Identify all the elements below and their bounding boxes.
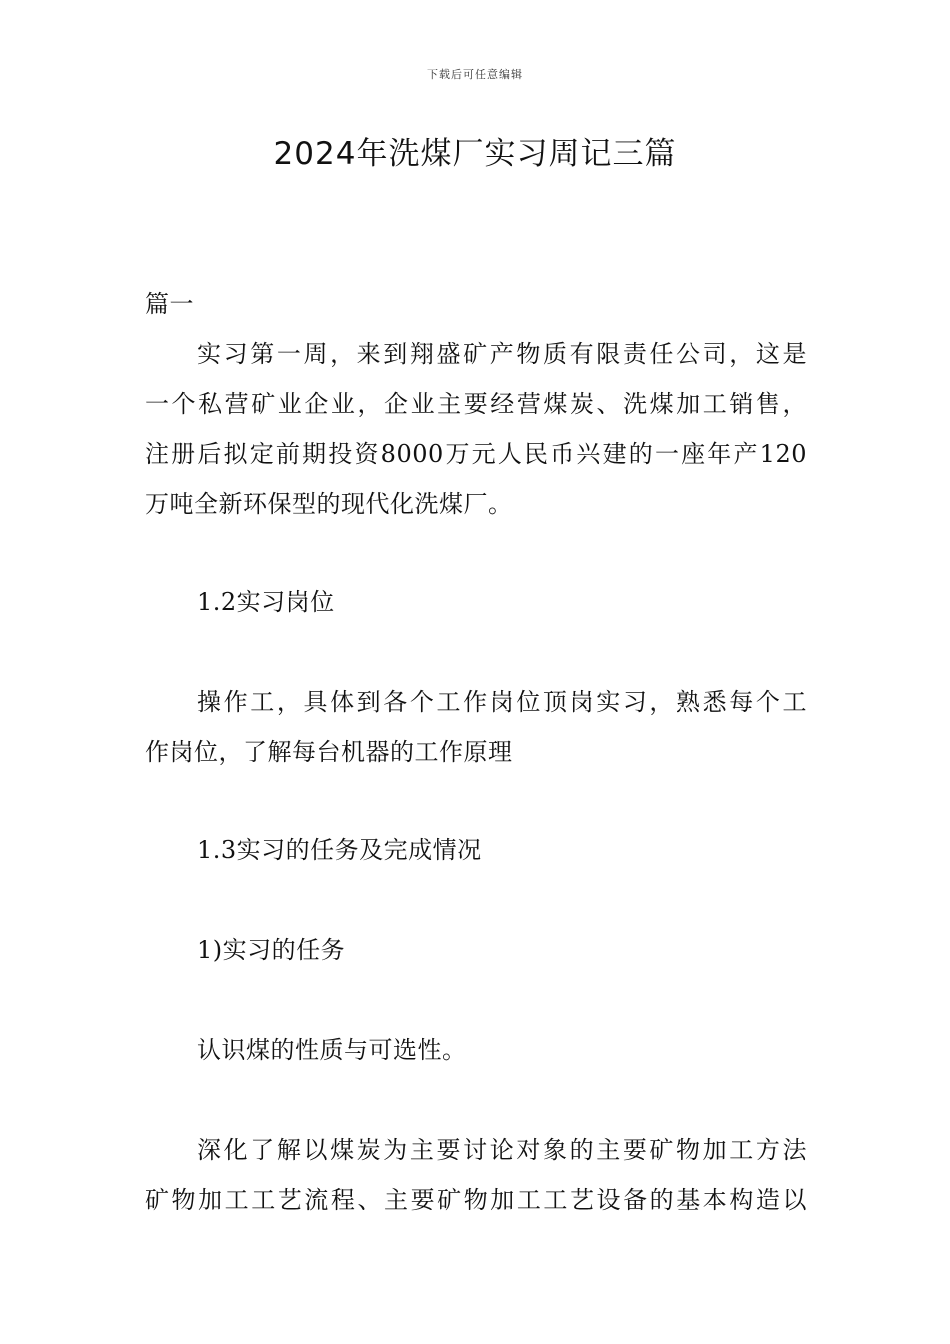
paragraph-1-line-1: 实习第一周，来到翔盛矿产物质有限责任公司，这是	[197, 340, 807, 368]
section-label: 篇一	[145, 290, 194, 318]
paragraph-2-line-1: 操作工，具体到各个工作岗位顶岗实习，熟悉每个工	[197, 688, 807, 716]
subheading-tasks: 1)实习的任务	[197, 936, 346, 964]
paragraph-2-line-2: 作岗位，了解每台机器的工作原理	[145, 738, 513, 766]
heading-1-2: 1.2实习岗位	[197, 588, 335, 616]
paragraph-1-line-4: 万吨全新环保型的现代化洗煤厂。	[145, 490, 513, 518]
page-title: 2024年洗煤厂实习周记三篇	[273, 136, 677, 172]
paragraph-3: 认识煤的性质与可选性。	[197, 1036, 467, 1064]
paragraph-4-line-1: 深化了解以煤炭为主要讨论对象的主要矿物加工方法	[197, 1136, 807, 1164]
paragraph-1-line-3: 注册后拟定前期投资8000万元人民币兴建的一座年产120	[145, 440, 807, 468]
header-note: 下载后可任意编辑	[427, 68, 523, 81]
paragraph-4-line-2: 矿物加工工艺流程、主要矿物加工工艺设备的基本构造以	[145, 1186, 807, 1214]
paragraph-1-line-2: 一个私营矿业企业，企业主要经营煤炭、洗煤加工销售，	[145, 390, 807, 418]
heading-1-3: 1.3实习的任务及完成情况	[197, 836, 482, 864]
